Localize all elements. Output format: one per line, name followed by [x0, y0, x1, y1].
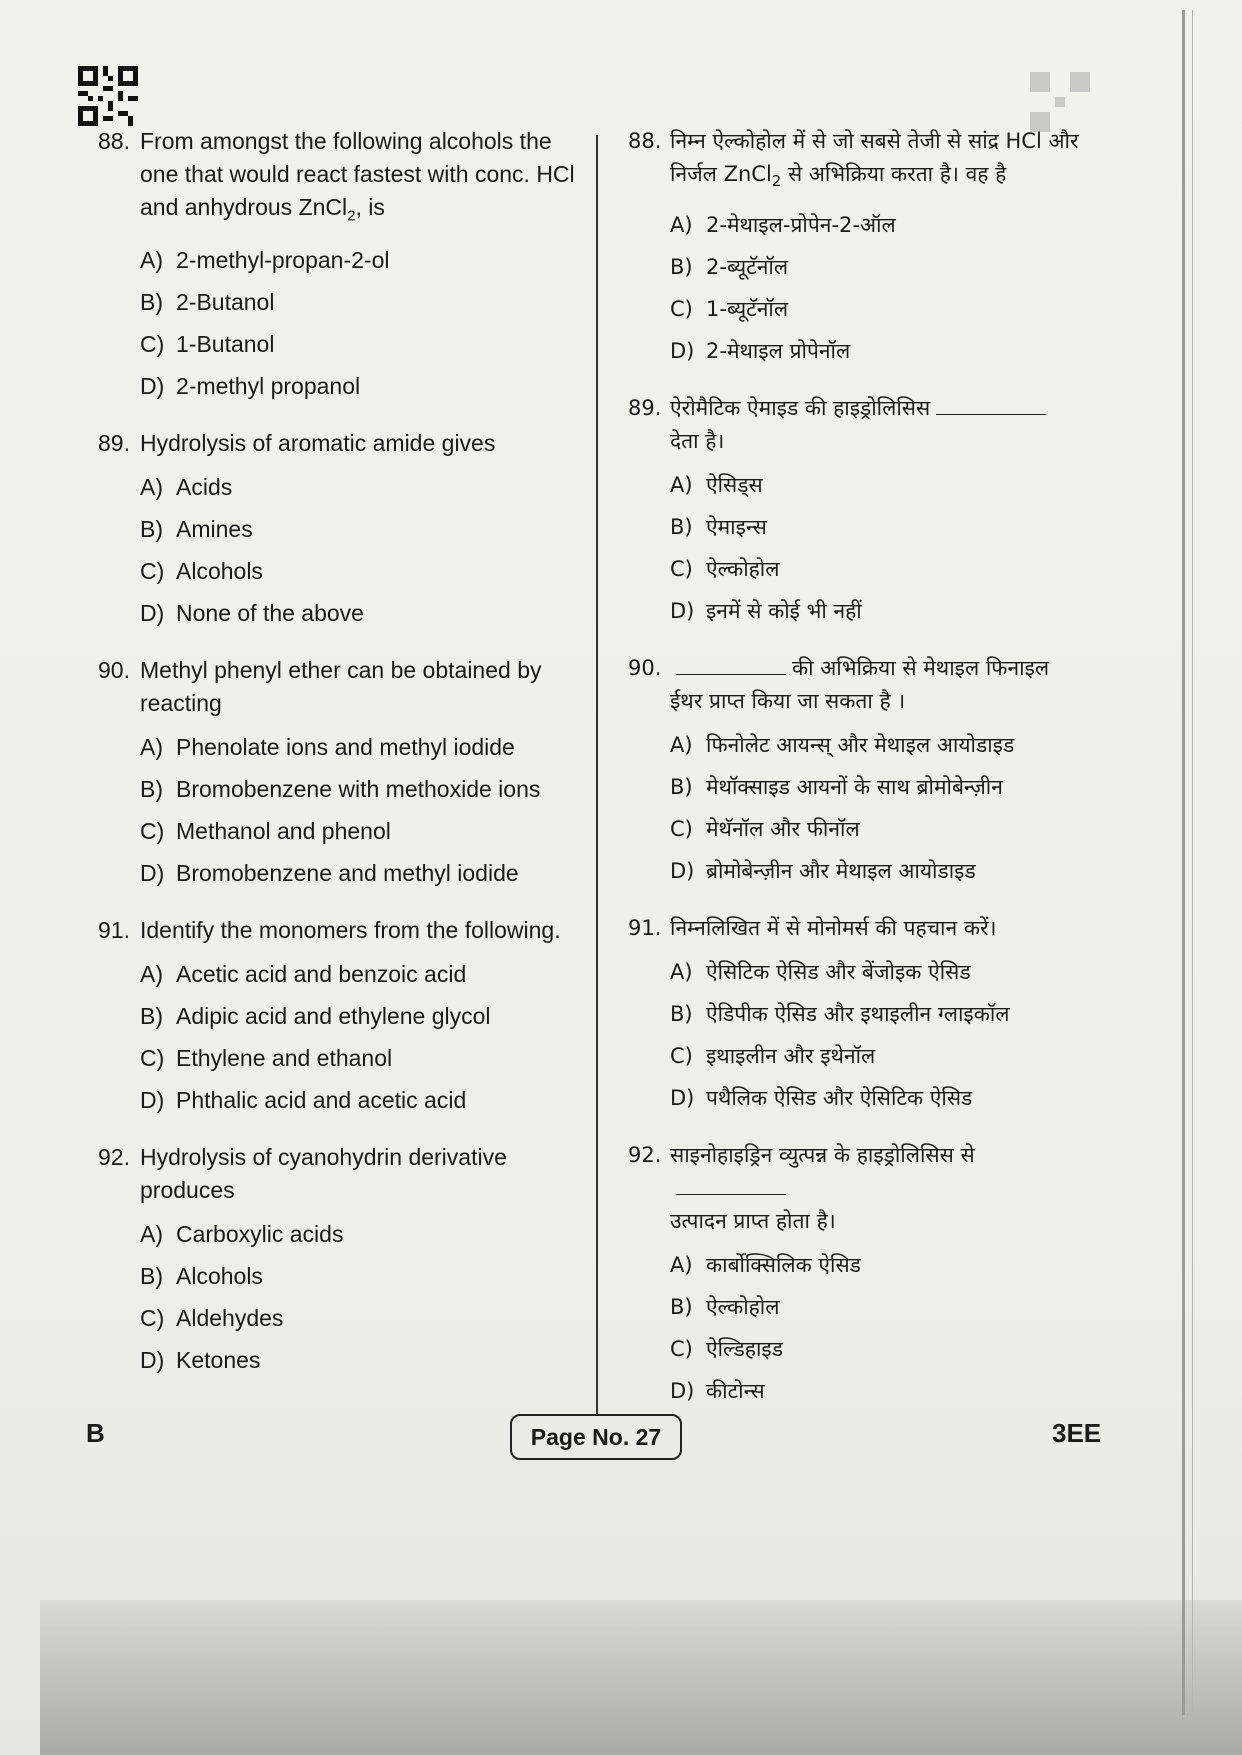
qr-code-icon [78, 66, 138, 126]
option-c: C) Alcohols [140, 557, 263, 584]
question-number: 89. [98, 429, 130, 456]
question-90-en [98, 654, 578, 894]
option-b: B) ऐडिपीक ऐसिड और इथाइलीन ग्लाइकॉल [670, 1002, 1010, 1027]
option-a: A) Carboxylic acids [140, 1220, 344, 1247]
option-c: C) इथाइलीन और इथेनॉल [670, 1044, 876, 1069]
option-c: C) ऐल्कोहोल [670, 557, 780, 582]
option-c: C) ऐल्डिहाइड [670, 1337, 783, 1362]
option-a: A) फिनोलेट आयन्स् और मेथाइल आयोडाइड [670, 733, 1015, 758]
option-a: A) ऐसिटिक ऐसिड और बेंजोइक ऐसिड [670, 960, 971, 985]
option-d: D) Bromobenzene and methyl iodide [140, 859, 519, 886]
fill-in-blank [676, 1174, 786, 1195]
option-b: B) ऐल्कोहोल [670, 1295, 780, 1320]
option-d: D) इनमें से कोई भी नहीं [670, 599, 862, 624]
option-a: A) ऐसिड्स [670, 473, 763, 498]
option-c: C) 1-ब्यूटॅनॉल [670, 297, 789, 322]
option-d: D) 2-मेथाइल प्रोपेनॉल [670, 339, 851, 364]
option-a: A) कार्बोक्सिलिक ऐसिड [670, 1253, 861, 1278]
fill-in-blank [676, 654, 786, 675]
paper-code: 3EE [1052, 1418, 1102, 1448]
question-89-hi [628, 392, 1088, 632]
option-d: D) Phthalic acid and acetic acid [140, 1086, 467, 1113]
option-a: A) Acids [140, 473, 233, 500]
question-text: साइनोहाइड्रिन व्युत्पन्न के हाइड्रोलिसिस से उत्पादन प्राप्त होता है। [670, 1143, 975, 1234]
option-b: B) 2-ब्यूटॅनॉल [670, 255, 789, 280]
option-a: A) Acetic acid and benzoic acid [140, 960, 467, 987]
option-a: A) 2-methyl-propan-2-ol [140, 246, 390, 273]
question-number: 92. [98, 1143, 130, 1170]
option-d: D) पथैलिक ऐसिड और ऐसिटिक ऐसिड [670, 1086, 973, 1111]
hindi-column [628, 125, 1088, 1432]
option-d: D) ब्रोमोबेन्ज़ीन और मेथाइल आयोडाइड [670, 859, 976, 884]
question-88-en [98, 125, 578, 407]
question-text: निम्न ऐल्कोहोल में से जो सबसे तेजी से सांद्र HCl और निर्जल ZnCl$_2$ से अभिक्रिया करता है। वह है [670, 129, 1079, 191]
question-92-en [98, 1141, 578, 1381]
question-92-hi [628, 1139, 1088, 1412]
question-number: 90. [628, 656, 662, 681]
set-code: B [86, 1418, 105, 1448]
option-c: C) Methanol and phenol [140, 817, 391, 844]
question-number: 88. [628, 129, 662, 153]
column-divider [596, 135, 598, 1415]
option-b: B) Alcohols [140, 1262, 263, 1289]
question-text: की अभिक्रिया से मेथाइल फिनाइल ईथर प्राप्त किया जा सकता है । [670, 656, 1050, 714]
question-text: निम्नलिखित में से मोनोमर्स की पहचान करें। [670, 916, 997, 941]
question-number: 89. [628, 396, 662, 421]
question-text: From amongst the following alcohols the one that would react fastest with conc. HCl and anhydrous ZnCl$_2$, is [140, 128, 575, 225]
question-number: 88. [98, 128, 130, 154]
question-number: 91. [98, 916, 130, 943]
option-c: C) Ethylene and ethanol [140, 1044, 393, 1071]
option-d: D) 2-methyl propanol [140, 372, 361, 399]
question-91-hi [628, 912, 1088, 1119]
scan-shadow [40, 1600, 1242, 1755]
option-d: D) Ketones [140, 1346, 261, 1373]
question-number: 90. [98, 656, 130, 683]
option-c: C) मेथॅनॉल और फीनॉल [670, 817, 860, 842]
option-c: C) Aldehydes [140, 1304, 284, 1331]
option-b: B) Amines [140, 515, 253, 542]
question-text: ऐरोमैटिक ऐमाइड की हाइड्रोलिसिस देता है। [670, 392, 1088, 458]
question-89-en [98, 427, 578, 634]
option-c: C) 1-Butanol [140, 330, 275, 357]
option-a: A) 2-मेथाइल-प्रोपेन-2-ऑल [670, 213, 896, 238]
question-88-hi [628, 125, 1088, 372]
question-text: Hydrolysis of cyanohydrin derivative produces [140, 1143, 507, 1203]
option-a: A) Phenolate ions and methyl iodide [140, 733, 515, 760]
option-b: B) 2-Butanol [140, 288, 275, 315]
page-number: Page No. 27 [510, 1414, 682, 1460]
option-b: B) Adipic acid and ethylene glycol [140, 1002, 491, 1029]
option-d: D) कीटोन्स [670, 1379, 765, 1404]
question-number: 92. [628, 1143, 662, 1168]
option-b: B) ऐमाइन्स [670, 515, 767, 540]
question-text: Methyl phenyl ether can be obtained by reacting [140, 656, 542, 716]
option-b: B) Bromobenzene with methoxide ions [140, 775, 541, 802]
page-footer [0, 1418, 1242, 1468]
question-text: Hydrolysis of aromatic amide gives [140, 429, 496, 456]
english-column [98, 125, 578, 1401]
option-b: B) मेथॉक्साइड आयनों के साथ ब्रोमोबेन्ज़ीन [670, 775, 1003, 800]
show-through-qr-icon [1030, 72, 1090, 132]
fill-in-blank [936, 394, 1046, 415]
option-d: D) None of the above [140, 599, 364, 626]
question-90-hi [628, 652, 1088, 892]
question-91-en [98, 914, 578, 1121]
question-number: 91. [628, 916, 662, 941]
question-text: Identify the monomers from the following. [140, 916, 561, 943]
